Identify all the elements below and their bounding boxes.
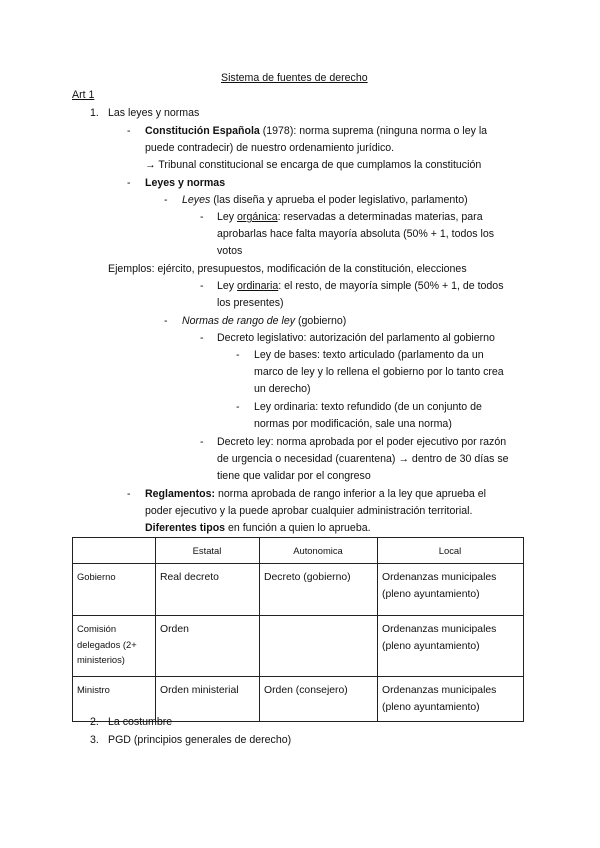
cell-local-line1: Ordenanzas municipales (382, 572, 497, 583)
reglamentos-text1: norma aprobada de rango inferior a la ley que aprueba el (215, 488, 486, 500)
ley-organica-line3: votos (217, 245, 243, 257)
leyes-normas-heading: Leyes y normas (145, 177, 226, 189)
list-number-3: 3. (90, 734, 99, 746)
article-heading: Art 1 (72, 89, 95, 101)
normas-rango-italic: Normas de rango de ley (182, 315, 296, 327)
decreto-ley-line3: tiene que validar por el congreso (217, 470, 371, 482)
row-label-ministro: Ministro (73, 677, 156, 722)
bullet-dash: - (127, 177, 131, 189)
ley-bases-line3: un derecho) (254, 383, 311, 395)
cell-local-line1: Ordenanzas municipales (382, 685, 497, 696)
bullet-dash: - (200, 436, 204, 448)
cell-local (378, 616, 524, 677)
list-item-costumbre: La costumbre (108, 716, 173, 728)
reglamentos-line2: poder ejecutivo y la puede aprobar cualquier administración territorial. (145, 505, 473, 517)
table-header-autonomica: Autonomica (260, 538, 378, 564)
reglamentos-table (72, 537, 524, 722)
leyes-line (182, 192, 468, 209)
ley-organica-text1: : reservadas a determinadas materias, para (277, 211, 483, 223)
bullet-dash: - (200, 332, 204, 344)
cell-estatal: Orden (156, 616, 260, 677)
decreto-ley-line2: de urgencia o necesidad (cuarentena) → dentro de 30 días se (217, 453, 509, 465)
cell-autonomica: Orden (consejero) (260, 677, 378, 722)
ley-ordinaria-prefix: Ley (217, 280, 238, 292)
cell-local-line1: Ordenanzas municipales (382, 624, 497, 635)
ley-organica-line2: aprobarlas hace falta mayoría absoluta (50% + 1, todos los (217, 228, 495, 240)
tribunal-line: → Tribunal constitucional se encarga de que cumplamos la constitución (145, 159, 482, 171)
normas-rango-rest: (gobierno) (295, 315, 347, 327)
row-label-comision (73, 616, 156, 677)
ejemplos-line: Ejemplos: ejército, presupuestos, modificación de la constitución, elecciones (108, 263, 467, 275)
cell-local-line2: (pleno ayuntamiento) (382, 702, 480, 714)
ley-ordinaria-refundido-line2: normas por modificación, sale una norma) (254, 418, 452, 430)
row-label-line2: delegados (2+ (77, 638, 137, 650)
reglamentos-line1 (145, 486, 486, 503)
table-row (73, 564, 524, 616)
decreto-legislativo-line: Decreto legislativo: autorización del parlamento al gobierno (217, 332, 495, 344)
row-label-line3: ministerios) (77, 654, 125, 666)
bullet-dash: - (200, 211, 204, 223)
page-title: Sistema de fuentes de derecho (221, 72, 368, 84)
constitucion-text1: (1978): norma suprema (ninguna norma o ley la (259, 125, 488, 137)
bullet-dash: - (236, 401, 240, 413)
ley-ordinaria-line1 (217, 278, 504, 295)
cell-estatal: Orden ministerial (156, 677, 260, 722)
cell-estatal: Real decreto (156, 564, 260, 616)
reglamentos-bold: Reglamentos: (145, 488, 216, 500)
list-number-1: 1. (90, 107, 99, 119)
ley-ordinaria-text1: : el resto, de mayoría simple (50% + 1, de todos (278, 280, 504, 292)
list-number-2: 2. (90, 716, 99, 728)
tipos-bold: Diferentes tipos (145, 522, 226, 534)
ley-ordinaria-underlined: ordinaria (237, 280, 279, 292)
bullet-dash: - (127, 125, 131, 137)
ley-bases-line1: Ley de bases: texto articulado (parlamento da un (254, 349, 484, 361)
table-header-row (73, 538, 524, 564)
bullet-dash: - (127, 488, 131, 500)
ley-organica-line1 (217, 209, 483, 226)
table-header-local: Local (378, 538, 524, 564)
leyes-rest: (las diseña y aprueba el poder legislativo, parlamento) (210, 194, 468, 206)
reglamentos-line3 (145, 520, 371, 537)
constitucion-bold: Constitución Española (145, 125, 260, 137)
bullet-dash: - (164, 315, 168, 327)
list-item-leyes-normas: Las leyes y normas (108, 107, 200, 119)
bullet-dash: - (236, 349, 240, 361)
ley-bases-line2: marco de ley y lo rellena el gobierno por lo tanto crea (254, 366, 504, 378)
cell-local-line2: (pleno ayuntamiento) (382, 641, 480, 653)
table-row (73, 616, 524, 677)
constitucion-line2: puede contradecir) de nuestro ordenamiento jurídico. (145, 142, 395, 154)
cell-local-line2: (pleno ayuntamiento) (382, 589, 480, 601)
ley-ordinaria-refundido-line1: Ley ordinaria: texto refundido (de un conjunto de (254, 401, 482, 413)
cell-autonomica (260, 616, 378, 677)
decreto-ley-line1: Decreto ley: norma aprobada por el poder ejecutivo por razón (217, 436, 507, 448)
table-header-estatal: Estatal (156, 538, 260, 564)
cell-local (378, 564, 524, 616)
tipos-rest: en función a quien lo aprueba. (225, 522, 371, 534)
bullet-dash: - (164, 194, 168, 206)
leyes-italic: Leyes (182, 194, 211, 206)
constitucion-line1 (145, 123, 487, 140)
normas-rango-line (182, 313, 346, 330)
row-label-gobierno: Gobierno (73, 564, 156, 616)
table-header-empty (73, 538, 156, 564)
bullet-dash: - (200, 280, 204, 292)
ley-ordinaria-line2: los presentes) (217, 297, 284, 309)
ley-organica-underlined: orgánica (237, 211, 278, 223)
cell-local (378, 677, 524, 722)
row-label-line1: Comisión (77, 623, 117, 634)
ley-organica-prefix: Ley (217, 211, 238, 223)
list-item-pgd: PGD (principios generales de derecho) (108, 734, 292, 746)
cell-autonomica: Decreto (gobierno) (260, 564, 378, 616)
